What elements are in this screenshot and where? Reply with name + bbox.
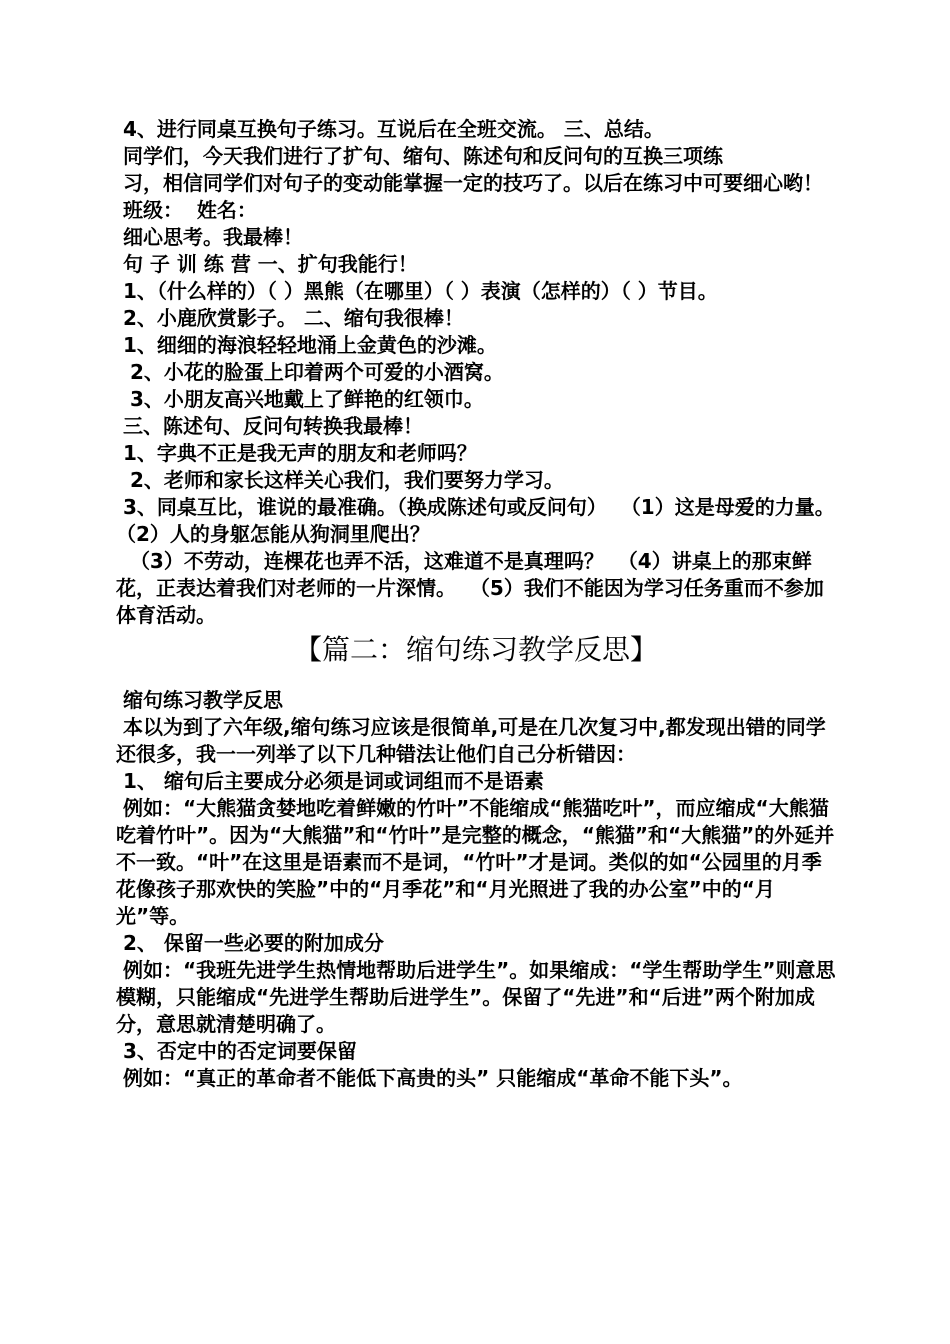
reflection-section [116, 687, 836, 1092]
text-line: 细心思考。我最棒！ [116, 225, 303, 249]
text-line: 例如：“我班先进学生热情地帮助后进学生”。如果缩成：“学生帮助学生”则意思模糊，只能缩成“先进学生帮助后进学生”。保留了“先进”和“后进”两个附加成分，意思就清楚明确了。 [116, 958, 836, 1036]
text-line: 4、进行同桌互换句子练习。互说后在全班交流。 三、总结。 [116, 117, 664, 141]
text-line: 三、陈述句、反问句转换我最棒！ [116, 414, 423, 438]
text-line: 1、字典不正是我无声的朋友和老师吗？ [116, 441, 477, 465]
text-line: 2、小鹿欣赏影子。 二、缩句我很棒！ [116, 306, 464, 330]
text-line: 同学们，今天我们进行了扩句、缩句、陈述句和反问句的互换三项练 [116, 144, 723, 168]
text-line: 3、小朋友高兴地戴上了鲜艳的红领巾。 [116, 387, 484, 411]
text-line: 缩句练习教学反思 [116, 688, 283, 712]
exercise-section [116, 116, 849, 629]
text-line: （3）不劳动，连棵花也弄不活，这难道不是真理吗？ （4）讲桌上的那束鲜花，正表达着我们对老师的一片深情。 （5）我们不能因为学习任务重而不参加体育活动。 [116, 549, 824, 627]
text-line: 例如：“真正的革命者不能低下高贵的头” 只能缩成“革命不能下头”。 [116, 1066, 743, 1090]
text-line: 1、（什么样的）（ ）黑熊（在哪里）（ ）表演（怎样的）（ ）节目。 [116, 279, 718, 303]
text-line: 2、老师和家长这样关心我们，我们要努力学习。 [116, 468, 564, 492]
document-body [116, 116, 849, 1092]
text-line: 句 子 训 练 营 一、扩句我能行！ [116, 252, 418, 276]
text-line: 1、 缩句后主要成分必须是词或词组而不是语素 [116, 769, 544, 793]
text-line: 例如：“大熊猫贪婪地吃着鲜嫩的竹叶”不能缩成“熊猫吃叶”，而应缩成“大熊猫吃着竹叶”。因为“大熊猫”和“竹叶”是完整的概念，“熊猫”和“大熊猫”的外延并不一致。“叶”在这里是语素而不是词，“竹叶”才是词。类似的如“公园里的月季花像孩子那欢快的笑脸”中的“月季花”和“月光照进了我的办公室”中的“月光”等。 [116, 796, 835, 928]
text-line: 班级： 姓名： [116, 198, 257, 222]
text-line: 习，相信同学们对句子的变动能掌握一定的技巧了。以后在练习中可要细心哟！ [116, 171, 823, 195]
section-title: 【篇二：缩句练习教学反思】 [293, 633, 658, 666]
text-line: 3、同桌互比，谁说的最准确。（换成陈述句或反问句） （1）这是母爱的力量。 （2）人的身躯怎能从狗洞里爬出？ [116, 495, 849, 546]
text-line: 2、 保留一些必要的附加成分 [116, 931, 384, 955]
text-line: 1、细细的海浪轻轻地涌上金黄色的沙滩。 [116, 333, 497, 357]
text-line: 3、否定中的否定词要保留 [116, 1039, 357, 1063]
text-line: 本以为到了六年级,缩句练习应该是很简单,可是在几次复习中,都发现出错的同学还很多，我一一列举了以下几种错法让他们自己分析错因： [116, 715, 826, 766]
text-line: 2、小花的脸蛋上印着两个可爱的小酒窝。 [116, 360, 504, 384]
